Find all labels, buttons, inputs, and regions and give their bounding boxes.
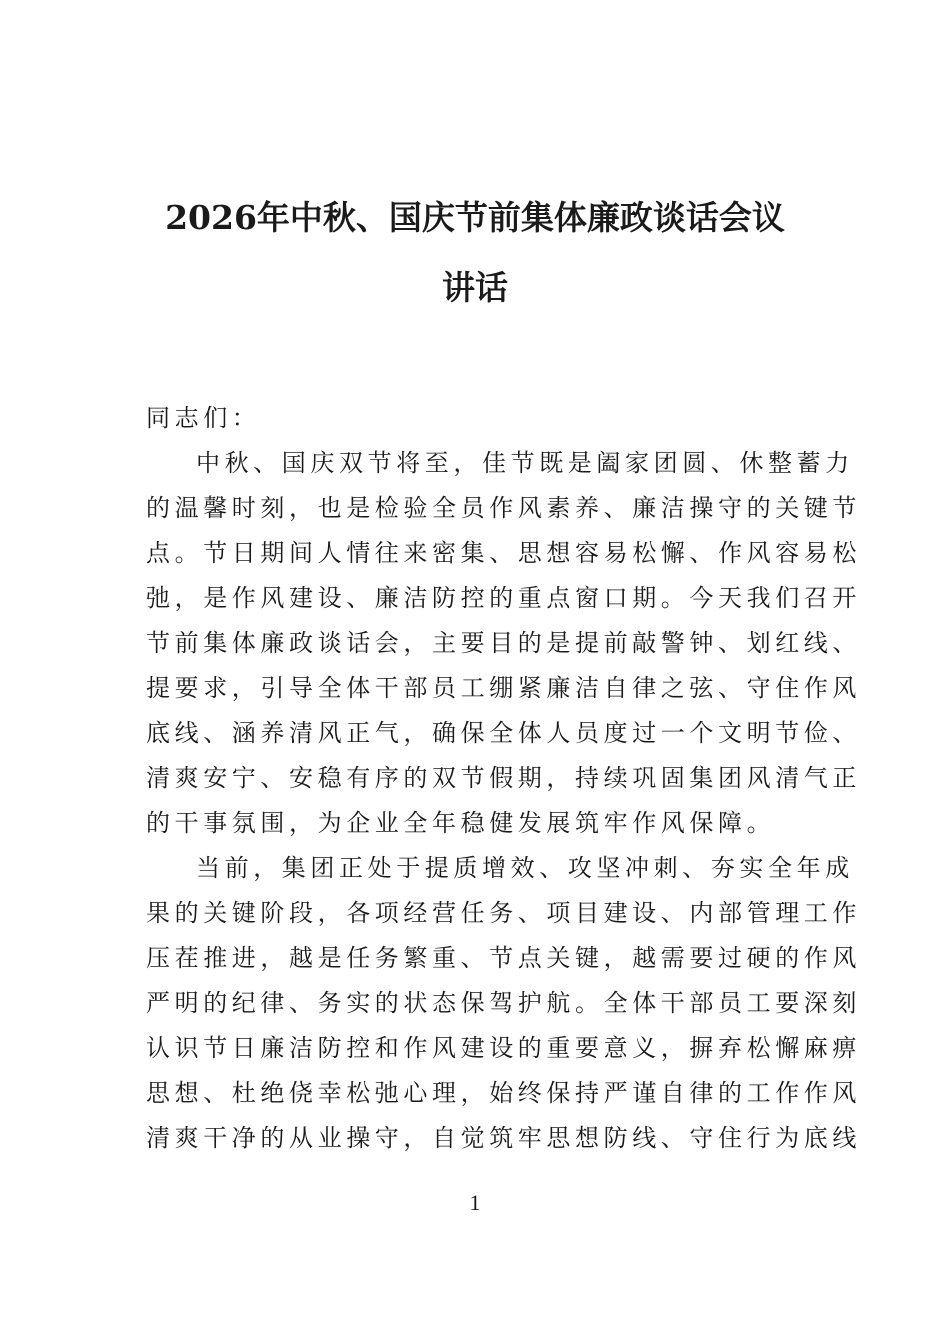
paragraph-2-line: 严明的纪律、务实的状态保驾护航。全体干部员工要深刻 [146, 989, 861, 1017]
paragraph-2-line: 果的关键阶段，各项经营任务、项目建设、内部管理工作 [146, 899, 861, 927]
document-title-line-1: 2026年中秋、国庆节前集体廉政谈话会议 [165, 198, 785, 237]
paragraph-2-line: 压茬推进，越是任务繁重、节点关键，越需要过硬的作风 [146, 944, 861, 972]
paragraph-1-line: 的干事氛围，为企业全年稳健发展筑牢作风保障。 [146, 809, 776, 837]
paragraph-1-line: 弛，是作风建设、廉洁防控的重点窗口期。今天我们召开 [146, 584, 861, 612]
paragraph-2-line: 认识节日廉洁防控和作风建设的重要意义，摒弃松懈麻痹 [146, 1034, 861, 1062]
paragraph-1-line: 底线、涵养清风正气，确保全体人员度过一个文明节俭、 [146, 719, 861, 747]
paragraph-1-line: 节前集体廉政谈话会，主要目的是提前敲警钟、划红线、 [146, 629, 861, 657]
paragraph-1-line: 点。节日期间人情往来密集、思想容易松懈、作风容易松 [146, 539, 861, 567]
salutation: 同志们： [146, 404, 261, 432]
paragraph-1-line: 中秋、国庆双节将至，佳节既是阖家团圆、休整蓄力 [196, 449, 854, 477]
paragraph-2-line: 清爽干净的从业操守，自觉筑牢思想防线、守住行为底线 [146, 1124, 861, 1152]
paragraph-2-line: 思想、杜绝侥幸松弛心理，始终保持严谨自律的工作作风 [146, 1079, 861, 1107]
document-body [146, 396, 866, 1161]
paragraph-1-line: 的温馨时刻，也是检验全员作风素养、廉洁操守的关键节 [146, 494, 861, 522]
paragraph-1-line: 提要求，引导全体干部员工绷紧廉洁自律之弦、守住作风 [146, 674, 861, 702]
paragraph-1-line: 清爽安宁、安稳有序的双节假期，持续巩固集团风清气正 [146, 764, 861, 792]
paragraph-2-line: 当前，集团正处于提质增效、攻坚冲刺、夯实全年成 [196, 854, 854, 882]
page-number: 1 [469, 1190, 481, 1215]
document-title-line-2: 讲话 [442, 268, 508, 307]
